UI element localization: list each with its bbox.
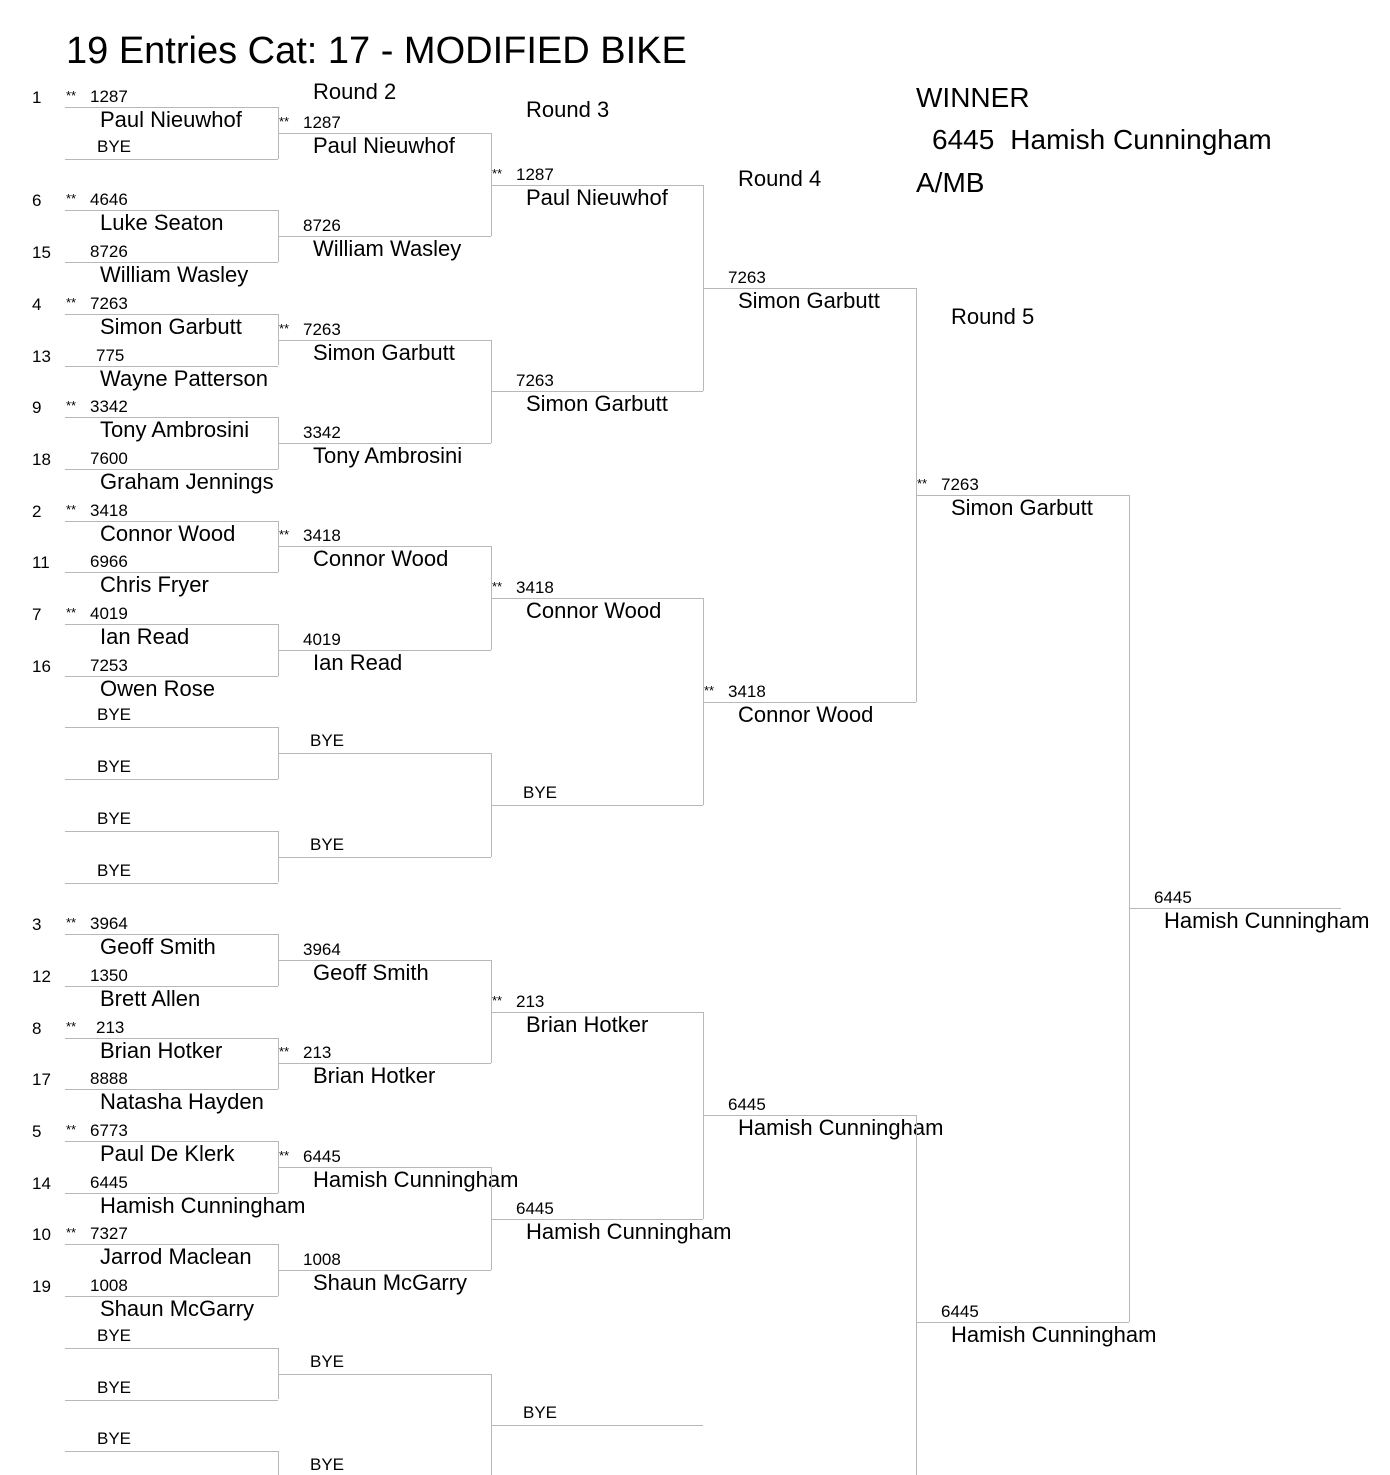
rider-number: 6966 bbox=[90, 552, 128, 572]
winner-name: Hamish Cunningham bbox=[1010, 124, 1272, 155]
seeded-marker: ** bbox=[66, 1018, 77, 1034]
seeded-marker: ** bbox=[492, 992, 503, 1008]
bracket-line bbox=[65, 727, 278, 729]
rider-number: 6445 bbox=[90, 1172, 128, 1192]
seed-number: 8 bbox=[32, 1018, 42, 1038]
bracket-connector bbox=[278, 1451, 279, 1475]
round-3-label: Round 3 bbox=[526, 97, 610, 122]
round-2-label: Round 2 bbox=[313, 79, 397, 104]
seed-number: 17 bbox=[32, 1070, 51, 1090]
bye-label: BYE bbox=[97, 1325, 132, 1345]
rider-name[interactable]: Wayne Patterson bbox=[100, 365, 268, 391]
bye-label: BYE bbox=[523, 782, 558, 802]
winner-rider-number: 6445 bbox=[932, 124, 995, 155]
seeded-marker: ** bbox=[66, 1122, 77, 1137]
bracket-line bbox=[65, 1348, 278, 1350]
rider-number: 775 bbox=[96, 345, 125, 365]
rider-number: 4019 bbox=[303, 629, 341, 649]
rider-number: 6445 bbox=[516, 1198, 554, 1218]
rider-name[interactable]: Hamish Cunningham bbox=[313, 1166, 519, 1192]
seeded-marker: ** bbox=[66, 1225, 77, 1241]
seed-number: 15 bbox=[32, 243, 51, 263]
bracket-line bbox=[278, 1374, 491, 1376]
rider-number: 4646 bbox=[90, 190, 128, 210]
seeded-marker: ** bbox=[279, 320, 290, 336]
rider-name[interactable]: Simon Garbutt bbox=[951, 494, 1093, 520]
rider-name[interactable]: Luke Seaton bbox=[100, 210, 224, 236]
rider-number: 6445 bbox=[941, 1301, 979, 1321]
rider-number: 6445 bbox=[728, 1095, 766, 1115]
seeded-marker: ** bbox=[279, 113, 290, 129]
seeded-marker: ** bbox=[279, 1147, 290, 1163]
rider-name[interactable]: Brian Hotker bbox=[313, 1063, 436, 1089]
seed-number: 5 bbox=[32, 1122, 42, 1141]
seed-number: 19 bbox=[32, 1277, 51, 1297]
bye-label: BYE bbox=[97, 136, 132, 156]
rider-name[interactable]: Connor Wood bbox=[313, 546, 449, 572]
rider-name[interactable]: Hamish Cunningham bbox=[1164, 908, 1370, 934]
rider-number: 4019 bbox=[90, 604, 128, 623]
winner-line bbox=[932, 124, 1272, 156]
seeded-marker: ** bbox=[917, 475, 928, 491]
rider-name[interactable]: Tony Ambrosini bbox=[100, 417, 250, 443]
rider-number: 3342 bbox=[303, 423, 341, 443]
seed-number: 16 bbox=[32, 656, 51, 676]
bracket-line bbox=[491, 805, 703, 807]
rider-number: 7263 bbox=[303, 319, 341, 339]
rider-name[interactable]: Connor Wood bbox=[738, 701, 874, 727]
seed-number: 4 bbox=[32, 294, 42, 314]
seed-number: 7 bbox=[32, 605, 42, 624]
winner-heading: WINNER bbox=[916, 82, 1030, 113]
bye-label: BYE bbox=[97, 1429, 132, 1449]
rider-name[interactable]: Tony Ambrosini bbox=[313, 443, 463, 469]
seed-number: 9 bbox=[32, 398, 42, 418]
bye-label: BYE bbox=[310, 731, 345, 751]
seed-number: 12 bbox=[32, 966, 51, 986]
bracket-line bbox=[65, 159, 278, 161]
round-5-label: Round 5 bbox=[951, 304, 1035, 329]
bracket-line bbox=[278, 857, 491, 859]
bracket-connector bbox=[916, 1115, 917, 1475]
rider-number: 6445 bbox=[303, 1146, 341, 1166]
rider-number: 213 bbox=[516, 991, 545, 1011]
rider-name[interactable]: Connor Wood bbox=[100, 520, 236, 546]
page-title: 19 Entries Cat: 17 - MODIFIED BIKE bbox=[66, 30, 687, 72]
rider-number: 7263 bbox=[728, 267, 766, 287]
rider-name[interactable]: Brian Hotker bbox=[526, 1011, 649, 1037]
rider-number: 7327 bbox=[90, 1224, 128, 1244]
rider-name[interactable]: Geoff Smith bbox=[100, 934, 216, 960]
rider-name[interactable]: Simon Garbutt bbox=[738, 287, 880, 313]
seeded-marker: ** bbox=[66, 191, 77, 207]
round-4-label: Round 4 bbox=[738, 166, 822, 191]
bye-label: BYE bbox=[310, 1455, 345, 1475]
rider-name[interactable]: Graham Jennings bbox=[100, 468, 274, 494]
bye-label: BYE bbox=[97, 705, 132, 725]
seeded-marker: ** bbox=[279, 527, 290, 543]
rider-name[interactable]: Paul De Klerk bbox=[100, 1141, 235, 1166]
seed-number: 13 bbox=[32, 346, 51, 366]
rider-number: 6773 bbox=[90, 1121, 128, 1140]
rider-number: 7600 bbox=[90, 448, 128, 468]
seeded-marker: ** bbox=[492, 165, 503, 181]
bracket-line bbox=[65, 1451, 278, 1453]
seed-number: 1 bbox=[32, 88, 42, 107]
rider-name[interactable]: Hamish Cunningham bbox=[526, 1218, 732, 1244]
rider-name[interactable]: Jarrod Maclean bbox=[100, 1244, 252, 1270]
rider-number: 3418 bbox=[728, 681, 766, 701]
seeded-marker: ** bbox=[66, 398, 77, 414]
rider-number: 7263 bbox=[516, 371, 554, 391]
bye-label: BYE bbox=[310, 834, 345, 854]
seed-number: 11 bbox=[32, 553, 50, 573]
rider-name[interactable]: William Wasley bbox=[313, 236, 462, 262]
rider-name[interactable]: Paul Nieuwhof bbox=[313, 132, 455, 158]
seed-number: 3 bbox=[32, 915, 42, 935]
rider-number: 3964 bbox=[90, 914, 128, 934]
rider-number: 3964 bbox=[303, 940, 341, 960]
rider-name[interactable]: William Wasley bbox=[100, 262, 249, 288]
seed-number: 2 bbox=[32, 501, 42, 521]
rider-name[interactable]: Paul Nieuwhof bbox=[100, 107, 242, 132]
bracket-line bbox=[65, 779, 278, 781]
rider-name[interactable]: Shaun McGarry bbox=[100, 1296, 255, 1322]
bracket-line bbox=[65, 883, 278, 885]
rider-name[interactable]: Hamish Cunningham bbox=[100, 1192, 306, 1218]
seed-number: 6 bbox=[32, 191, 42, 211]
bye-label: BYE bbox=[97, 757, 132, 777]
bracket-line bbox=[491, 1425, 703, 1427]
rider-name[interactable]: Ian Read bbox=[313, 649, 403, 675]
rider-number: 7253 bbox=[90, 655, 128, 675]
rider-name[interactable]: Shaun McGarry bbox=[313, 1270, 468, 1296]
rider-number: 213 bbox=[96, 1017, 125, 1037]
rider-name[interactable]: Simon Garbutt bbox=[100, 313, 242, 339]
rider-number: 1008 bbox=[303, 1250, 341, 1270]
rider-name[interactable]: Geoff Smith bbox=[313, 960, 429, 986]
seeded-marker: ** bbox=[66, 88, 77, 103]
rider-number: 6445 bbox=[1154, 888, 1192, 908]
rider-number: 1350 bbox=[90, 965, 128, 985]
rider-name[interactable]: Natasha Hayden bbox=[100, 1089, 264, 1115]
seeded-marker: ** bbox=[66, 605, 77, 620]
rider-name[interactable]: Chris Fryer bbox=[100, 572, 209, 598]
rider-number: 8726 bbox=[303, 216, 341, 236]
rider-name[interactable]: Paul Nieuwhof bbox=[526, 184, 668, 210]
bye-label: BYE bbox=[523, 1403, 558, 1423]
rider-number: 7263 bbox=[941, 474, 979, 494]
seed-number: 14 bbox=[32, 1173, 51, 1193]
rider-name[interactable]: Simon Garbutt bbox=[526, 391, 668, 417]
bye-label: BYE bbox=[97, 1377, 132, 1397]
rider-number: 1287 bbox=[303, 112, 341, 132]
seed-number: 18 bbox=[32, 449, 51, 469]
rider-name[interactable]: Owen Rose bbox=[100, 675, 215, 701]
bye-label: BYE bbox=[97, 860, 132, 880]
seeded-marker: ** bbox=[492, 579, 503, 595]
rider-name[interactable]: Brian Hotker bbox=[100, 1037, 223, 1063]
rider-number: 213 bbox=[303, 1043, 332, 1063]
bracket-line bbox=[65, 1400, 278, 1402]
rider-number: 3418 bbox=[303, 526, 341, 546]
bracket-connector bbox=[491, 1374, 492, 1475]
rider-name[interactable]: Brett Allen bbox=[100, 985, 201, 1011]
bye-label: BYE bbox=[97, 808, 132, 828]
rider-number: 8726 bbox=[90, 242, 128, 262]
bracket-line bbox=[65, 831, 278, 833]
seeded-marker: ** bbox=[66, 501, 77, 517]
winner-club: A/MB bbox=[916, 167, 985, 198]
rider-name[interactable]: Simon Garbutt bbox=[313, 339, 455, 365]
bracket-line bbox=[278, 753, 491, 755]
seed-number: 10 bbox=[32, 1225, 51, 1245]
rider-name[interactable]: Connor Wood bbox=[526, 598, 662, 624]
rider-number: 7263 bbox=[90, 293, 128, 313]
bye-label: BYE bbox=[310, 1351, 345, 1371]
rider-name[interactable]: Hamish Cunningham bbox=[951, 1321, 1157, 1347]
rider-number: 1287 bbox=[90, 87, 128, 106]
rider-number: 3342 bbox=[90, 397, 128, 417]
rider-number: 1287 bbox=[516, 164, 554, 184]
seeded-marker: ** bbox=[66, 915, 77, 931]
rider-number: 3418 bbox=[516, 578, 554, 598]
seeded-marker: ** bbox=[704, 682, 715, 698]
rider-name[interactable]: Ian Read bbox=[100, 624, 190, 649]
rider-number: 1008 bbox=[90, 1276, 128, 1296]
rider-number: 3418 bbox=[90, 500, 128, 520]
rider-number: 8888 bbox=[90, 1069, 128, 1089]
seeded-marker: ** bbox=[66, 294, 77, 310]
seeded-marker: ** bbox=[279, 1044, 290, 1060]
rider-name[interactable]: Hamish Cunningham bbox=[738, 1115, 944, 1141]
